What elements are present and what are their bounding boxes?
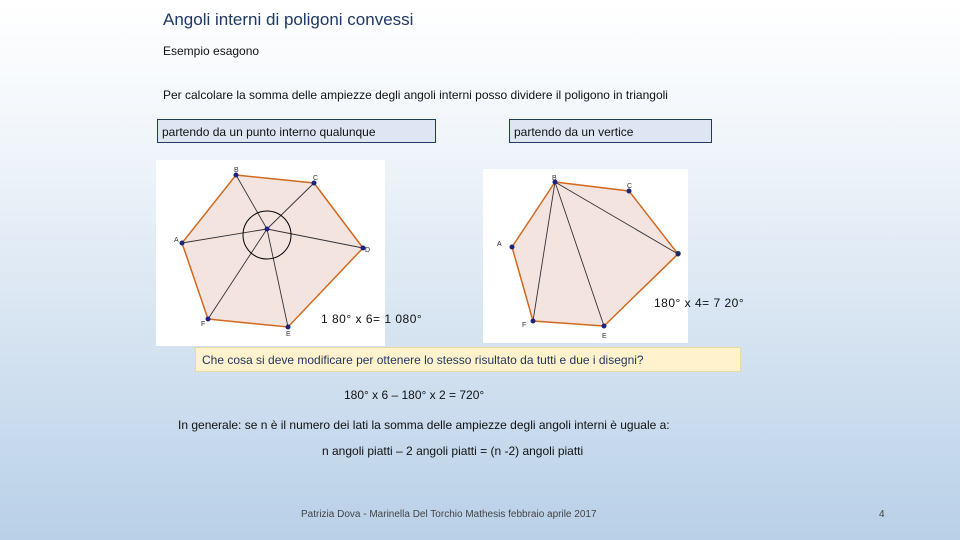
svg-text:D: D <box>365 247 371 254</box>
svg-text:F: F <box>522 322 527 329</box>
svg-text:E: E <box>286 331 291 338</box>
svg-text:F: F <box>201 321 206 328</box>
svg-text:A: A <box>497 241 502 248</box>
slide-title: Angoli interni di poligoni convessi <box>163 10 414 29</box>
svg-text:A: A <box>174 237 179 244</box>
formula-text: n angoli piatti – 2 angoli piatti = (n -2) angoli piatti <box>322 444 584 458</box>
hexagon-vertex-svg <box>483 169 688 343</box>
svg-text:B: B <box>234 167 239 174</box>
left-result: 1 80° x 6= 1 080° <box>321 312 423 326</box>
footer-text: Patrizia Dova - Marinella Del Torchio Mathesis febbraio aprile 2017 <box>301 509 597 520</box>
calculation-text: 180° x 6 – 180° x 2 = 720° <box>344 388 485 402</box>
question-box: Che cosa si deve modificare per ottenere lo stesso risultato da tutti e due i disegni? <box>195 347 741 372</box>
right-result: 180° x 4= 7 20° <box>654 296 745 310</box>
hexagon-shape <box>182 175 363 327</box>
svg-text:C: C <box>313 175 319 182</box>
slide-subtitle: Esempio esagono <box>163 44 260 58</box>
left-method-label: partendo da un punto interno qualunque <box>157 119 436 143</box>
svg-text:E: E <box>602 333 607 340</box>
right-method-label: partendo da un vertice <box>509 119 712 143</box>
general-rule-text: In generale: se n è il numero dei lati la somma delle ampiezze degli angoli interni è uguale a: <box>178 418 670 432</box>
svg-text:D: D <box>676 251 682 258</box>
svg-text:B: B <box>552 175 557 182</box>
hexagon-vertex-figure <box>483 169 688 343</box>
page-number: 4 <box>879 509 885 520</box>
svg-text:C: C <box>627 183 633 190</box>
intro-text: Per calcolare la somma delle ampiezze degli angoli interni posso dividere il poligono in triangoli <box>163 88 668 102</box>
